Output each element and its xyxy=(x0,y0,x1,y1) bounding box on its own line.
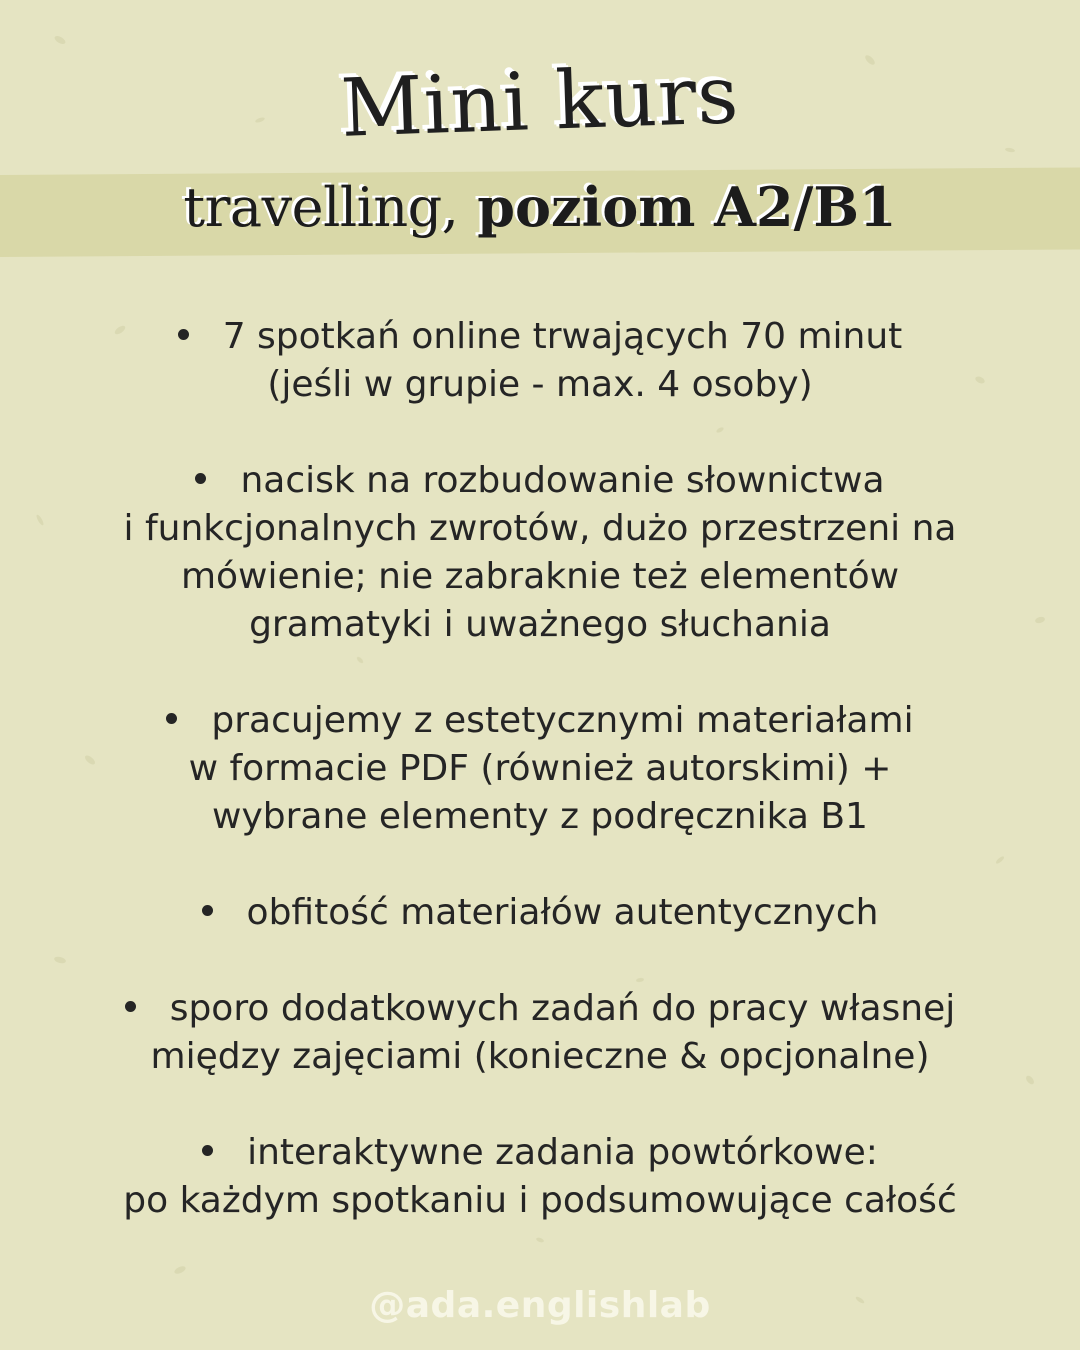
feature-item xyxy=(0,457,1080,649)
feature-text: (jeśli w grupie - max. 4 osoby) xyxy=(267,364,813,405)
feature-item xyxy=(0,697,1080,841)
feature-list xyxy=(0,313,1080,1225)
subtitle-topic: travelling, xyxy=(183,176,459,239)
feature-text: po każdym spotkaniu i podsumowujące całość xyxy=(123,1180,957,1221)
feature-text: mówienie; nie zabraknie też elementów xyxy=(180,556,900,597)
bullet-dot-icon xyxy=(202,905,213,916)
feature-text: gramatyki i uważnego słuchania xyxy=(249,604,831,645)
subtitle-level: poziom A2/B1 xyxy=(477,175,897,239)
feature-text: między zajęciami (konieczne & opcjonalne) xyxy=(150,1036,930,1077)
feature-text: 7 spotkań online trwających 70 minut xyxy=(222,316,903,357)
bullet-dot-icon xyxy=(125,1001,136,1012)
page-title: Mini kurs xyxy=(339,48,741,155)
feature-text: pracujemy z estetycznymi materiałami xyxy=(211,700,914,741)
feature-item xyxy=(0,985,1080,1081)
feature-text: w formacie PDF (również autorskimi) + xyxy=(188,748,892,789)
feature-item xyxy=(0,313,1080,409)
feature-text: nacisk na rozbudowanie słownictwa xyxy=(240,460,885,501)
instagram-handle: @ada.englishlab xyxy=(369,1285,711,1326)
page-subtitle xyxy=(0,175,1080,239)
feature-item xyxy=(0,889,1080,937)
bullet-dot-icon xyxy=(195,473,206,484)
bullet-dot-icon xyxy=(178,329,189,340)
feature-text: sporo dodatkowych zadań do pracy własnej xyxy=(169,988,956,1029)
feature-text: wybrane elementy z podręcznika B1 xyxy=(212,796,868,837)
feature-text: obfitość materiałów autentycznych xyxy=(246,892,879,933)
feature-item xyxy=(0,1129,1080,1225)
bullet-dot-icon xyxy=(202,1145,213,1156)
feature-text: i funkcjonalnych zwrotów, dużo przestrzeni na xyxy=(123,508,957,549)
feature-text: interaktywne zadania powtórkowe: xyxy=(247,1132,878,1173)
bullet-dot-icon xyxy=(166,713,177,724)
